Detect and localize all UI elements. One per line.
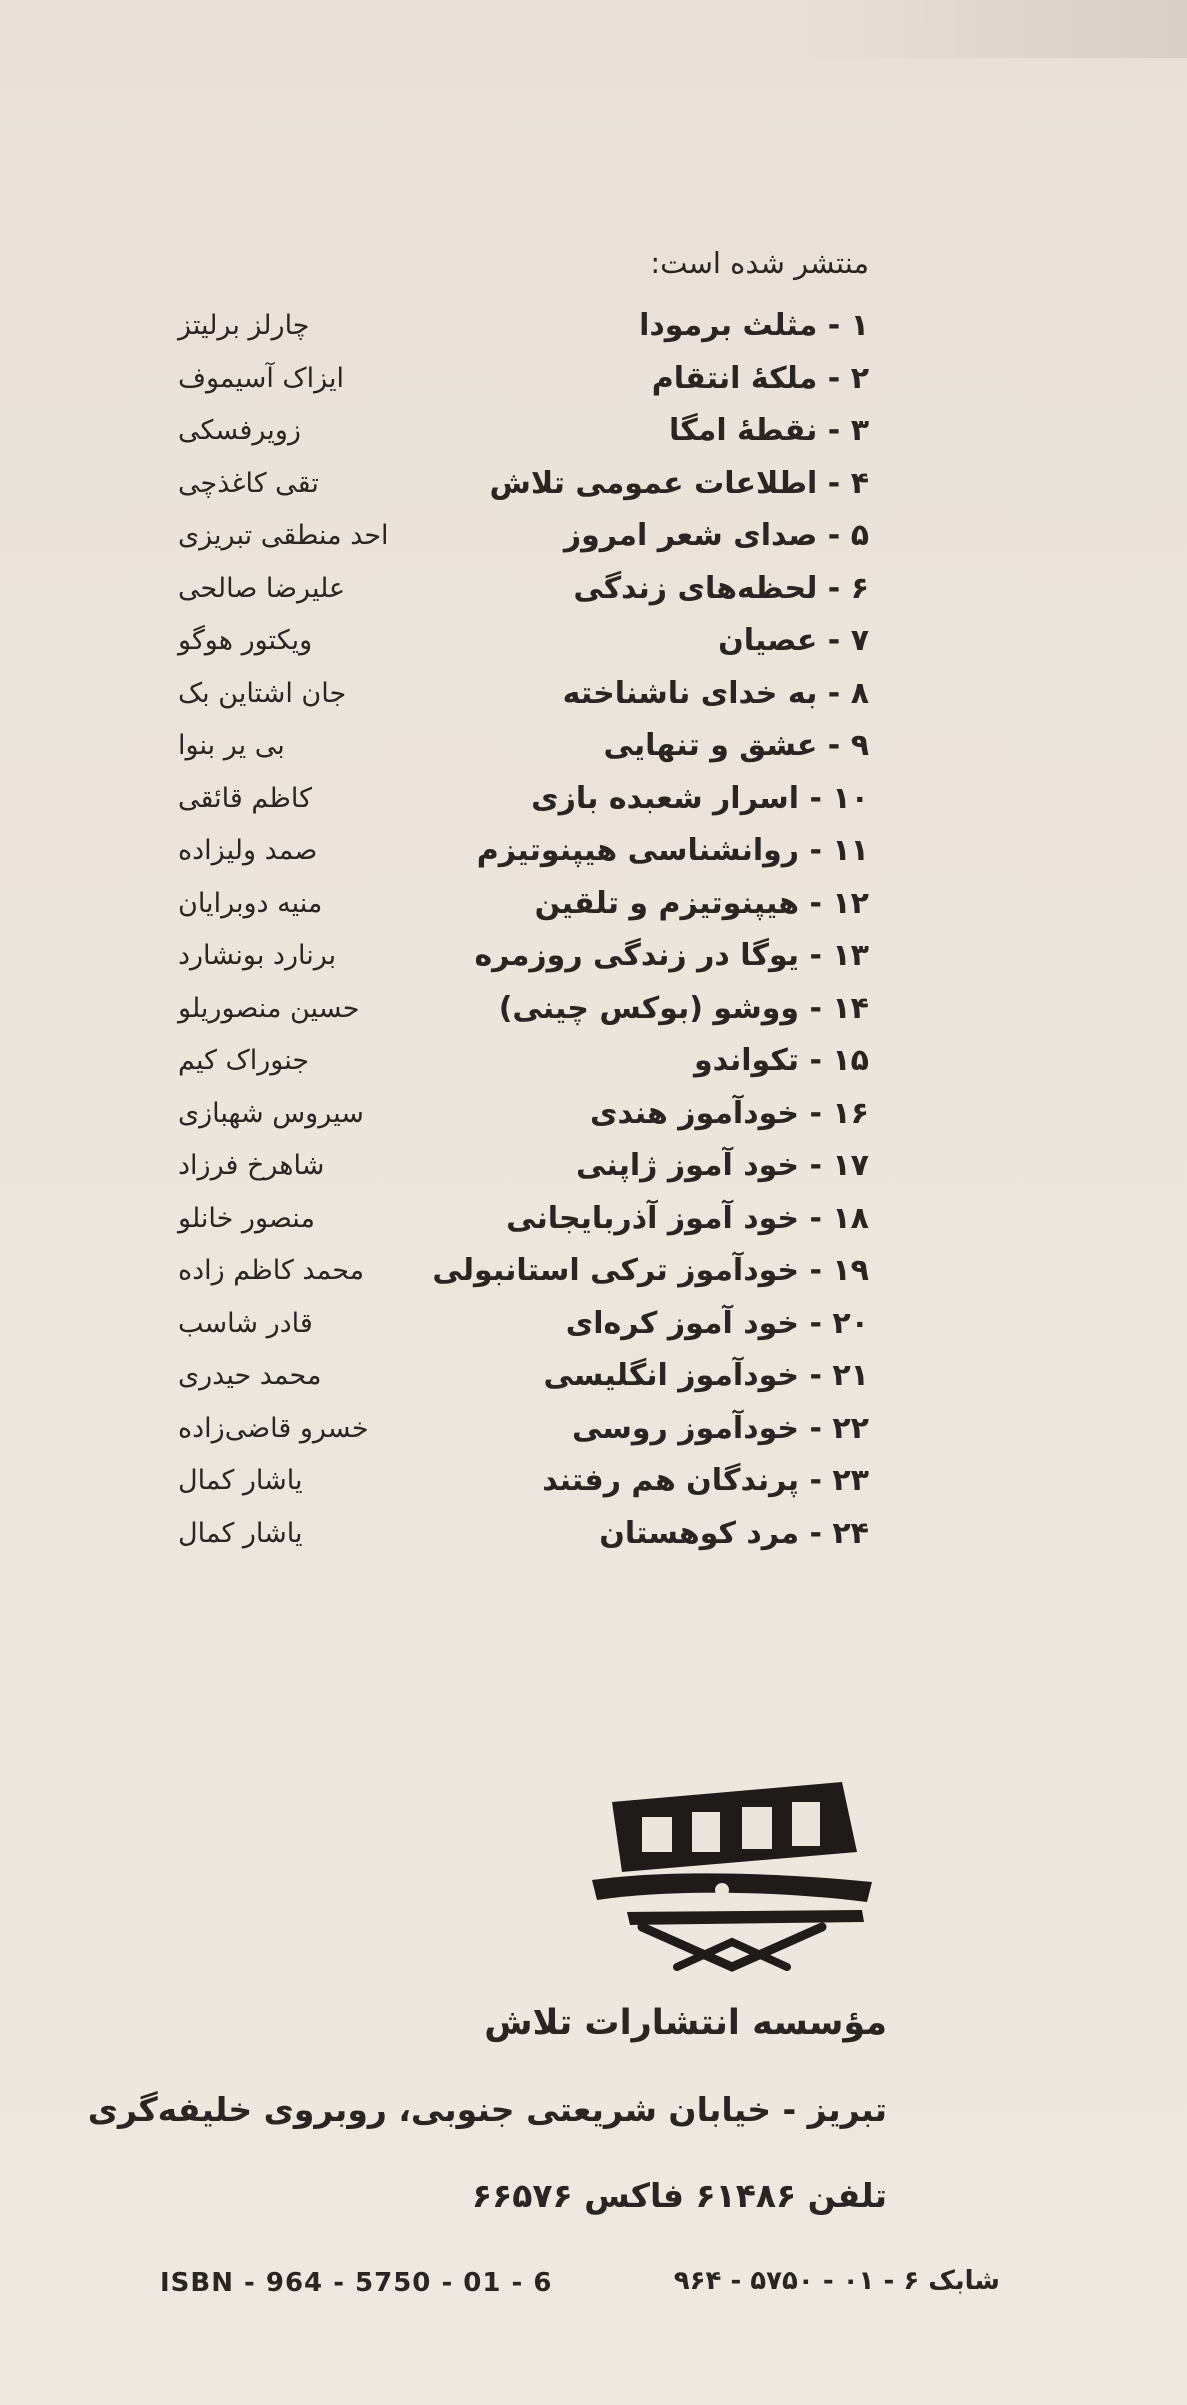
title-item: ۳ - نقطهٔ امگا [669, 413, 869, 448]
publisher-phone: تلفن ۶۱۴۸۶ فاکس ۶۶۵۷۶ [471, 2176, 887, 2215]
author-item: برنارد بونشارد [178, 940, 337, 971]
title-item: ۷ - عصیان [718, 623, 869, 658]
title-list [432, 300, 869, 1560]
author-item: تقی کاغذچی [178, 467, 319, 499]
author-item: بی یر بنوا [178, 730, 285, 761]
title-item: ۱۶ - خودآموز هندی [589, 1095, 869, 1131]
title-item: ۵ - صدای شعر امروز [563, 518, 869, 553]
author-item: زویرفسکی [178, 415, 301, 446]
author-item: کاظم قائقی [178, 782, 312, 814]
author-item: حسین منصوریلو [178, 992, 360, 1024]
author-item: منصور خانلو [178, 1202, 315, 1234]
author-item: چارلز برلیتز [178, 310, 310, 341]
title-item: ۱۳ - یوگا در زندگی روزمره [474, 938, 869, 973]
author-item: علیرضا صالحی [178, 572, 346, 604]
author-item: جنوراک کیم [178, 1045, 310, 1076]
author-item: یاشار کمال [178, 1517, 303, 1549]
publisher-address: تبریز - خیابان شریعتی جنوبی، روبروی خلیفه‌گری [87, 2090, 887, 2129]
author-item: خسرو قاضی‌زاده [178, 1412, 369, 1444]
publisher-logo-icon [572, 1762, 882, 1987]
title-item: ۲۳ - پرندگان هم رفتند [542, 1463, 869, 1498]
title-item: ۱۱ - روانشناسی هیپنوتیزم [476, 833, 869, 868]
title-item: ۶ - لحظه‌های زندگی [573, 570, 869, 606]
title-item: ۹ - عشق و تنهایی [603, 728, 869, 763]
author-list [178, 300, 438, 1560]
isbn-latin: ISBN - 964 - 5750 - 01 - 6 [160, 2268, 553, 2298]
title-item: ۱۰ - اسرار شعبده بازی [531, 780, 869, 816]
author-item: سیروس شهبازی [178, 1097, 364, 1129]
author-item: محمد حیدری [178, 1360, 322, 1391]
author-item: منیه دوبرایان [178, 887, 323, 919]
publisher-name: مؤسسه انتشارات تلاش [484, 2003, 887, 2043]
isbn-line [160, 2268, 1000, 2318]
author-item: احد منطقی تبریزی [178, 520, 389, 551]
title-item: ۱۹ - خودآموز ترکی استانبولی [432, 1253, 869, 1288]
title-item: ۱۸ - خود آموز آذربایجانی [506, 1200, 869, 1236]
isbn-persian: شابک ۶ - ۰۱ - ۵۷۵۰ - ۹۶۴ [673, 2266, 1000, 2296]
top-edge-mark [767, 0, 1187, 58]
title-item: ۸ - به خدای ناشناخته [562, 675, 869, 711]
title-item: ۴ - اطلاعات عمومی تلاش [489, 465, 869, 501]
title-item: ۱۴ - ووشو (بوکس چینی) [498, 990, 869, 1026]
title-item: ۱۵ - تکواندو [693, 1043, 869, 1078]
author-item: ویکتور هوگو [178, 625, 313, 656]
title-item: ۱ - مثلث برمودا [639, 308, 869, 343]
author-item: محمد کاظم زاده [178, 1255, 365, 1286]
title-item: ۱۲ - هیپنوتیزم و تلقین [534, 885, 869, 921]
title-item: ۲ - ملکهٔ انتقام [651, 360, 869, 396]
title-item: ۲۲ - خودآموز روسی [572, 1410, 869, 1446]
author-item: قادر شاسب [178, 1307, 313, 1339]
author-item: صمد ولیزاده [178, 835, 318, 866]
author-item: یاشار کمال [178, 1465, 303, 1496]
published-heading: منتشر شده است: [650, 246, 869, 280]
title-item: ۲۰ - خود آموز کره‌ای [565, 1305, 869, 1341]
title-item: ۱۷ - خود آموز ژاپنی [575, 1148, 869, 1183]
author-item: ایزاک آسیموف [178, 362, 344, 394]
author-item: جان اشتاین بک [178, 677, 347, 709]
title-item: ۲۱ - خودآموز انگلیسی [543, 1358, 869, 1393]
author-item: شاهرخ فرزاد [178, 1150, 325, 1181]
title-item: ۲۴ - مرد کوهستان [599, 1515, 869, 1551]
